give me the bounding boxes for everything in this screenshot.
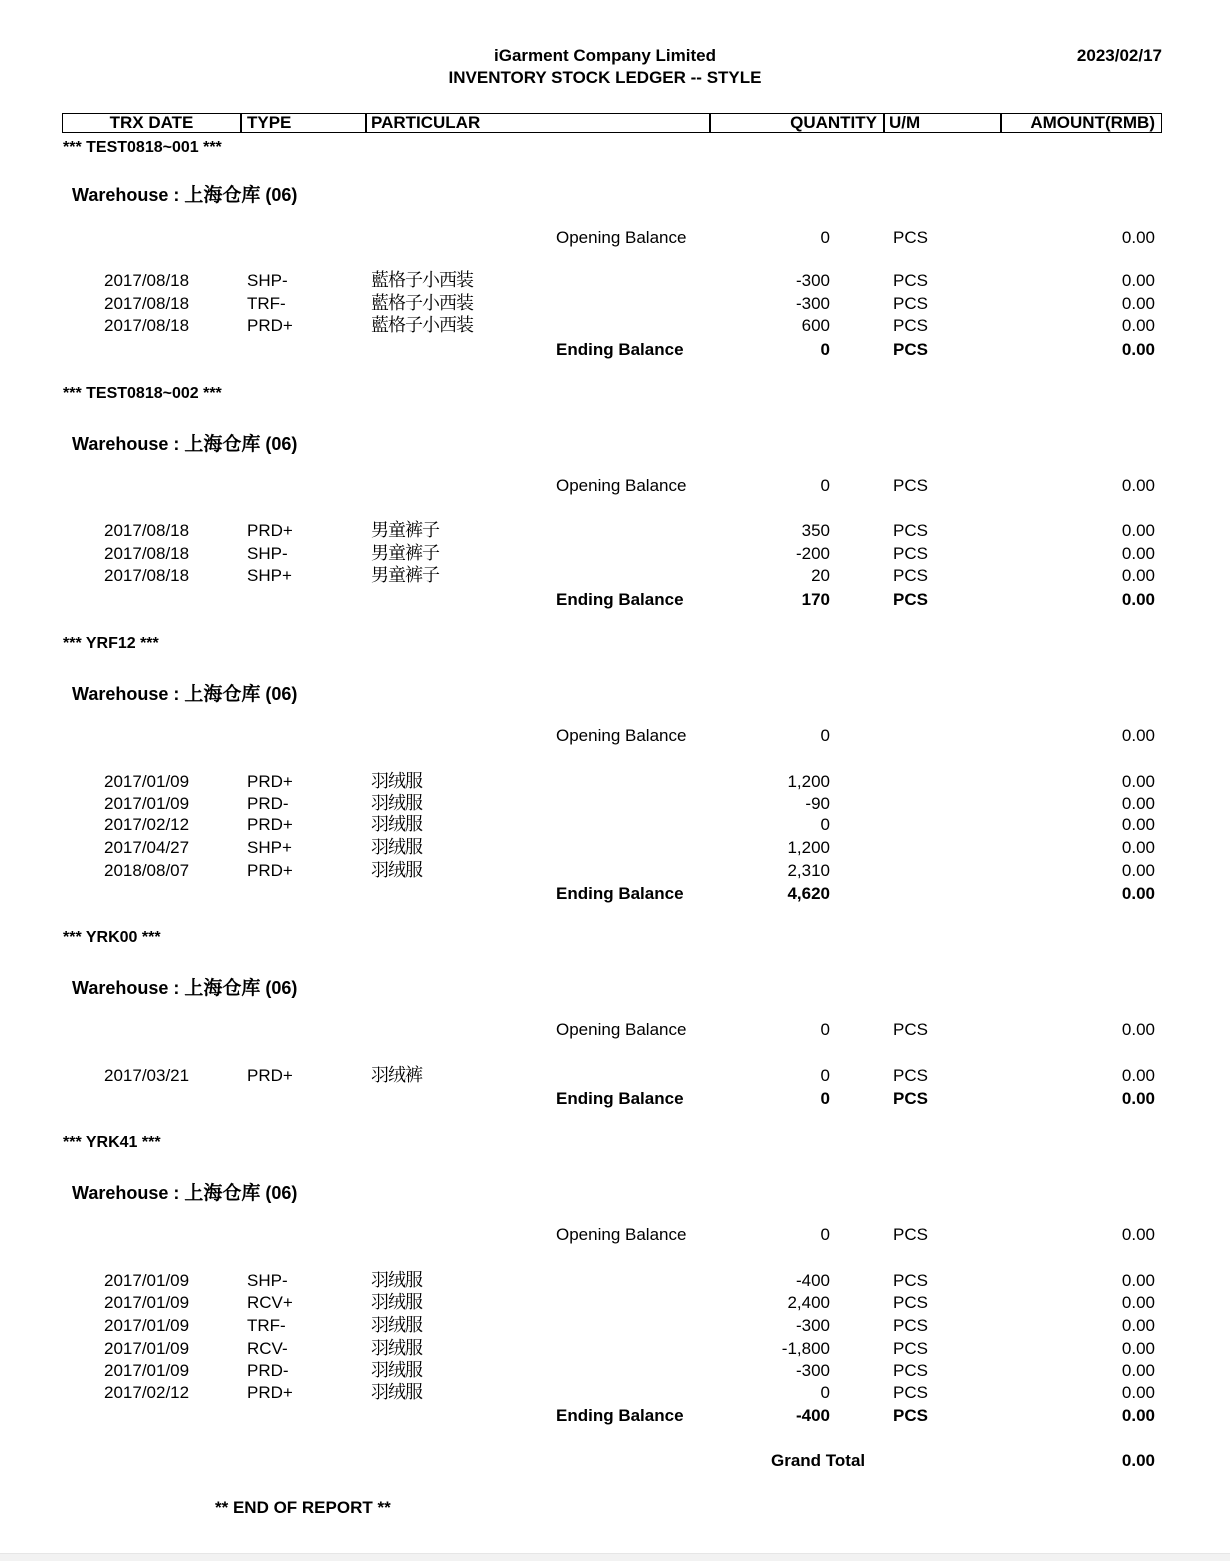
row-amount: 0.00 <box>1121 294 1155 313</box>
style-code-header: *** TEST0818~002 *** <box>63 385 222 402</box>
row-quantity: 600 <box>801 316 830 335</box>
col-header-particular: PARTICULAR <box>371 113 481 132</box>
row-trx-date: 2017/01/09 <box>104 1361 190 1380</box>
col-header-amount: AMOUNT(RMB) <box>1030 113 1155 132</box>
row-um: PCS <box>893 521 928 540</box>
col-header-trx-date: TRX DATE <box>109 113 194 132</box>
warehouse-header <box>72 429 297 456</box>
ending-balance-qty: 4,620 <box>787 884 830 903</box>
warehouse-header <box>72 1178 297 1205</box>
opening-balance-label: Opening Balance <box>556 228 687 247</box>
opening-balance-um: PCS <box>893 1225 928 1244</box>
row-particular: 羽绒服 <box>371 771 422 792</box>
style-code-header: *** YRK00 *** <box>63 929 161 946</box>
row-quantity: -300 <box>795 1361 830 1380</box>
col-header-quantity: QUANTITY <box>790 113 877 132</box>
row-quantity: 2,310 <box>787 861 830 880</box>
row-particular: 羽绒服 <box>371 1382 422 1403</box>
opening-balance-um: PCS <box>893 228 928 247</box>
opening-balance-label: Opening Balance <box>556 726 687 745</box>
row-particular: 藍格子小西装 <box>371 315 473 336</box>
row-type: PRD+ <box>247 1383 293 1402</box>
row-trx-date: 2017/01/09 <box>104 1271 190 1290</box>
row-trx-date: 2017/08/18 <box>104 316 190 335</box>
row-particular: 羽绒服 <box>371 1292 422 1313</box>
warehouse-name: 上海仓库 <box>184 184 261 206</box>
ending-balance-amount: 0.00 <box>1121 340 1155 359</box>
column-header-row <box>62 113 1162 133</box>
row-trx-date: 2017/08/18 <box>104 544 190 563</box>
row-um: PCS <box>893 1339 928 1358</box>
row-particular: 男童裤子 <box>371 520 439 541</box>
ending-balance-qty: 0 <box>820 340 830 359</box>
row-amount: 0.00 <box>1121 271 1155 290</box>
row-type: PRD+ <box>247 1066 293 1085</box>
row-amount: 0.00 <box>1121 1383 1155 1402</box>
row-trx-date: 2017/08/18 <box>104 566 190 585</box>
ending-balance-qty: -400 <box>795 1406 830 1425</box>
ending-balance-label: Ending Balance <box>556 590 684 609</box>
ending-balance-amount: 0.00 <box>1121 1406 1155 1425</box>
row-amount: 0.00 <box>1121 1316 1155 1335</box>
warehouse-code: (06) <box>260 434 298 454</box>
row-quantity: 20 <box>811 566 830 585</box>
warehouse-name: 上海仓库 <box>184 683 261 705</box>
row-trx-date: 2017/01/09 <box>104 772 190 791</box>
warehouse-label: Warehouse : <box>72 684 185 704</box>
ending-balance-um: PCS <box>893 1089 928 1108</box>
row-trx-date: 2018/08/07 <box>104 861 190 880</box>
header-divider <box>240 114 242 132</box>
row-type: PRD+ <box>247 521 293 540</box>
ending-balance-amount: 0.00 <box>1121 884 1155 903</box>
col-header-type: TYPE <box>247 113 292 132</box>
row-amount: 0.00 <box>1121 1271 1155 1290</box>
opening-balance-label: Opening Balance <box>556 1225 687 1244</box>
row-quantity: -200 <box>795 544 830 563</box>
opening-balance-label: Opening Balance <box>556 476 687 495</box>
row-amount: 0.00 <box>1121 815 1155 834</box>
row-quantity: -90 <box>805 794 830 813</box>
ending-balance-label: Ending Balance <box>556 1089 684 1108</box>
opening-balance-qty: 0 <box>820 228 830 247</box>
warehouse-label: Warehouse : <box>72 1183 185 1203</box>
row-particular: 藍格子小西装 <box>371 293 473 314</box>
row-type: PRD- <box>247 794 289 813</box>
row-particular: 羽绒服 <box>371 837 422 858</box>
row-amount: 0.00 <box>1121 1339 1155 1358</box>
row-quantity: 0 <box>820 815 830 834</box>
row-trx-date: 2017/01/09 <box>104 1316 190 1335</box>
row-type: PRD+ <box>247 772 293 791</box>
row-particular: 男童裤子 <box>371 543 439 564</box>
ending-balance-qty: 170 <box>801 590 830 609</box>
warehouse-code: (06) <box>260 978 298 998</box>
opening-balance-amount: 0.00 <box>1121 1020 1155 1039</box>
row-particular: 羽绒服 <box>371 1270 422 1291</box>
row-amount: 0.00 <box>1121 521 1155 540</box>
row-particular: 藍格子小西装 <box>371 270 473 291</box>
row-trx-date: 2017/08/18 <box>104 271 190 290</box>
row-um: PCS <box>893 294 928 313</box>
row-type: RCV- <box>247 1339 288 1358</box>
row-um: PCS <box>893 271 928 290</box>
ending-balance-qty: 0 <box>820 1089 830 1108</box>
warehouse-label: Warehouse : <box>72 434 185 454</box>
row-type: PRD+ <box>247 316 293 335</box>
row-trx-date: 2017/02/12 <box>104 1383 190 1402</box>
row-amount: 0.00 <box>1121 544 1155 563</box>
row-particular: 羽绒服 <box>371 860 422 881</box>
ending-balance-label: Ending Balance <box>556 340 684 359</box>
style-code-header: *** YRK41 *** <box>63 1134 161 1151</box>
row-particular: 羽绒服 <box>371 793 422 814</box>
row-quantity: 2,400 <box>787 1293 830 1312</box>
report-title: INVENTORY STOCK LEDGER -- STYLE <box>448 68 762 87</box>
row-um: PCS <box>893 566 928 585</box>
row-type: TRF- <box>247 1316 286 1335</box>
row-type: TRF- <box>247 294 286 313</box>
company-name: iGarment Company Limited <box>494 46 716 65</box>
row-um: PCS <box>893 1066 928 1085</box>
row-amount: 0.00 <box>1121 1361 1155 1380</box>
row-amount: 0.00 <box>1121 772 1155 791</box>
ending-balance-um: PCS <box>893 1406 928 1425</box>
row-um: PCS <box>893 316 928 335</box>
row-type: SHP- <box>247 1271 288 1290</box>
col-header-um: U/M <box>889 113 921 132</box>
ending-balance-label: Ending Balance <box>556 884 684 903</box>
row-amount: 0.00 <box>1121 566 1155 585</box>
row-particular: 羽绒服 <box>371 1315 422 1336</box>
warehouse-code: (06) <box>260 684 298 704</box>
opening-balance-amount: 0.00 <box>1121 726 1155 745</box>
row-um: PCS <box>893 1361 928 1380</box>
opening-balance-qty: 0 <box>820 1225 830 1244</box>
warehouse-header <box>72 180 297 207</box>
opening-balance-um: PCS <box>893 1020 928 1039</box>
row-type: PRD- <box>247 1361 289 1380</box>
row-um: PCS <box>893 1293 928 1312</box>
row-um: PCS <box>893 1383 928 1402</box>
row-trx-date: 2017/01/09 <box>104 1293 190 1312</box>
warehouse-header <box>72 973 297 1000</box>
opening-balance-label: Opening Balance <box>556 1020 687 1039</box>
row-trx-date: 2017/08/18 <box>104 294 190 313</box>
ending-balance-amount: 0.00 <box>1121 1089 1155 1108</box>
row-quantity: -1,800 <box>781 1339 830 1358</box>
row-type: SHP+ <box>247 838 292 857</box>
row-type: SHP+ <box>247 566 292 585</box>
style-code-header: *** TEST0818~001 *** <box>63 139 222 156</box>
warehouse-code: (06) <box>260 1183 298 1203</box>
row-particular: 羽绒服 <box>371 1338 422 1359</box>
warehouse-code: (06) <box>260 185 298 205</box>
row-type: PRD+ <box>247 861 293 880</box>
row-amount: 0.00 <box>1121 1293 1155 1312</box>
opening-balance-um: PCS <box>893 476 928 495</box>
warehouse-label: Warehouse : <box>72 185 185 205</box>
row-type: PRD+ <box>247 815 293 834</box>
row-type: RCV+ <box>247 1293 293 1312</box>
ending-balance-um: PCS <box>893 590 928 609</box>
row-amount: 0.00 <box>1121 838 1155 857</box>
warehouse-name: 上海仓库 <box>184 1182 261 1204</box>
ending-balance-amount: 0.00 <box>1121 590 1155 609</box>
opening-balance-amount: 0.00 <box>1121 1225 1155 1244</box>
row-quantity: 1,200 <box>787 772 830 791</box>
row-amount: 0.00 <box>1121 794 1155 813</box>
opening-balance-amount: 0.00 <box>1121 476 1155 495</box>
opening-balance-qty: 0 <box>820 476 830 495</box>
row-quantity: 350 <box>801 521 830 540</box>
row-particular: 羽绒服 <box>371 814 422 835</box>
opening-balance-qty: 0 <box>820 1020 830 1039</box>
ending-balance-um: PCS <box>893 340 928 359</box>
warehouse-header <box>72 679 297 706</box>
header-divider <box>365 114 367 132</box>
end-of-report: ** END OF REPORT ** <box>215 1498 391 1517</box>
row-quantity: -300 <box>795 1316 830 1335</box>
row-type: SHP- <box>247 544 288 563</box>
report-date: 2023/02/17 <box>1076 46 1162 65</box>
row-trx-date: 2017/08/18 <box>104 521 190 540</box>
row-quantity: -300 <box>795 271 830 290</box>
row-particular: 羽绒服 <box>371 1360 422 1381</box>
grand-total-amount: 0.00 <box>1121 1451 1155 1470</box>
row-amount: 0.00 <box>1121 316 1155 335</box>
row-amount: 0.00 <box>1121 861 1155 880</box>
opening-balance-qty: 0 <box>820 726 830 745</box>
row-amount: 0.00 <box>1121 1066 1155 1085</box>
row-um: PCS <box>893 1271 928 1290</box>
row-quantity: -400 <box>795 1271 830 1290</box>
warehouse-label: Warehouse : <box>72 978 185 998</box>
header-divider <box>883 114 885 132</box>
row-particular: 羽绒裤 <box>371 1065 422 1086</box>
warehouse-name: 上海仓库 <box>184 977 261 999</box>
row-trx-date: 2017/03/21 <box>104 1066 190 1085</box>
row-um: PCS <box>893 1316 928 1335</box>
row-quantity: 1,200 <box>787 838 830 857</box>
row-quantity: 0 <box>820 1066 830 1085</box>
style-code-header: *** YRF12 *** <box>63 635 159 652</box>
row-trx-date: 2017/01/09 <box>104 794 190 813</box>
row-trx-date: 2017/02/12 <box>104 815 190 834</box>
ending-balance-label: Ending Balance <box>556 1406 684 1425</box>
row-um: PCS <box>893 544 928 563</box>
row-particular: 男童裤子 <box>371 565 439 586</box>
opening-balance-amount: 0.00 <box>1121 228 1155 247</box>
row-quantity: -300 <box>795 294 830 313</box>
row-type: SHP- <box>247 271 288 290</box>
row-quantity: 0 <box>820 1383 830 1402</box>
row-trx-date: 2017/04/27 <box>104 838 190 857</box>
row-trx-date: 2017/01/09 <box>104 1339 190 1358</box>
warehouse-name: 上海仓库 <box>184 433 261 455</box>
grand-total-label: Grand Total <box>771 1451 866 1470</box>
